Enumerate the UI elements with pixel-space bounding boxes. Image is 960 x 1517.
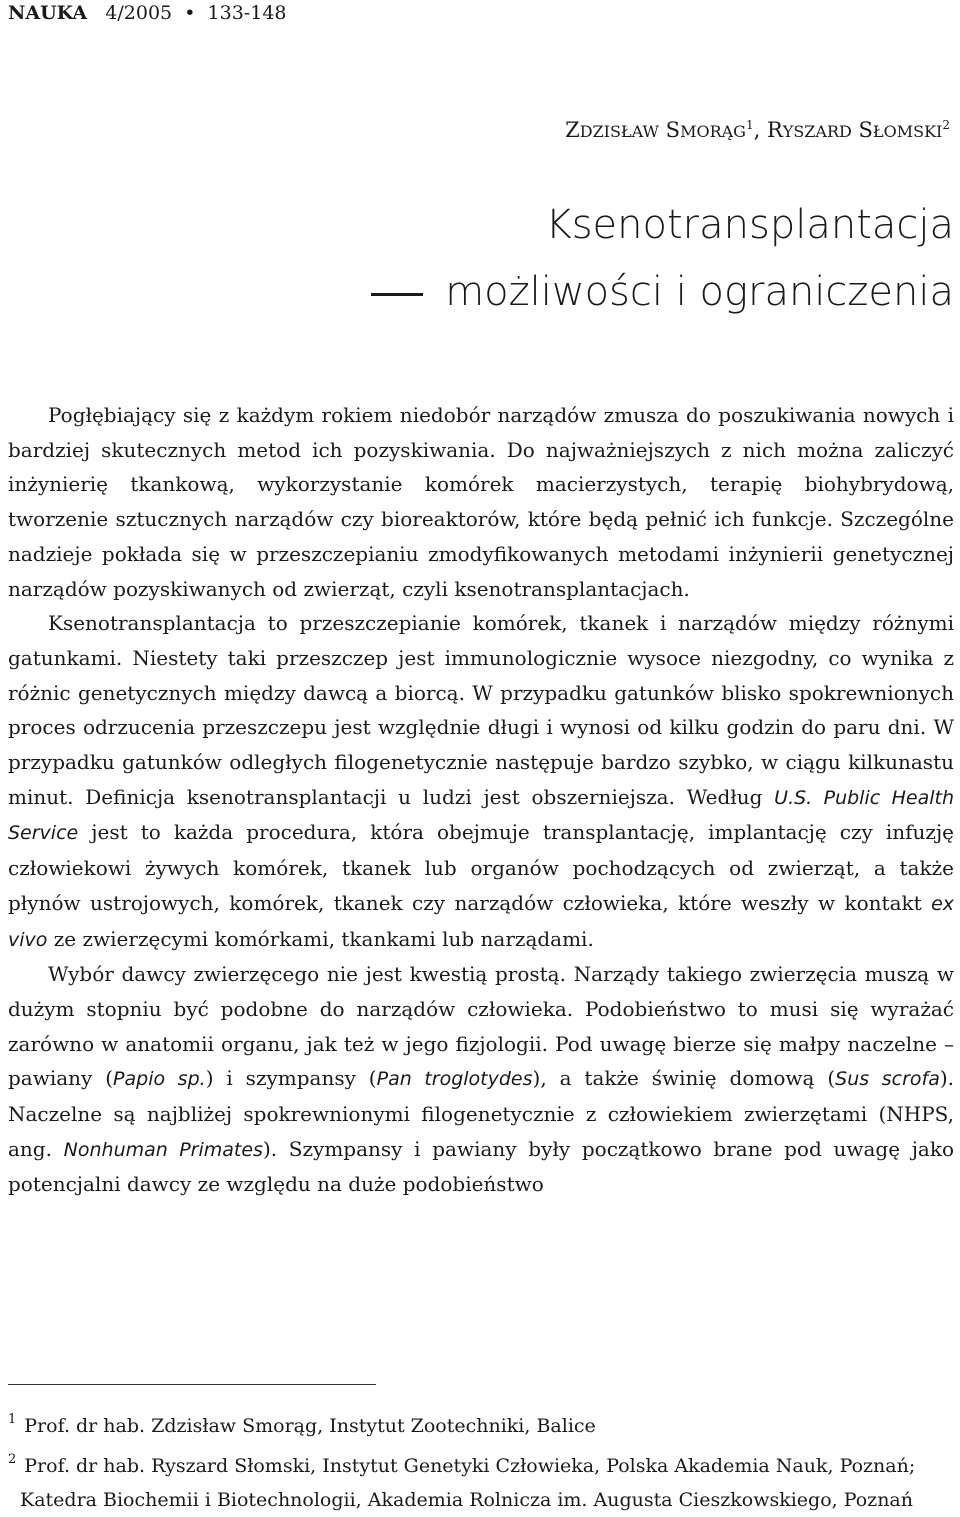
title-line-2: możliwości i ograniczenia [371, 259, 954, 326]
article-body [8, 398, 954, 1202]
text-run: Pogłębiający się z każdym rokiem niedobór narządów zmusza do poszukiwania nowych i bardziej skutecznych metod ich pozyskiwania. Do najważniejszych z nich można zaliczyć inżynierię tkankową, wykorzystanie komórek macierzystych, terapię biohybrydową, tworzenie sztucznych narządów czy bioreaktorów, które będą pełnić ich funkcje. Szczególne nadzieje pokłada się w przeszczepianiu zmodyfikowanych metodami inżynierii genetycznej narządów pozyskiwanych od zwierząt, czyli ksenotransplantacjach. [8, 403, 954, 601]
author-2: RYSZARD SŁOMSKI$^2$ [766, 118, 950, 142]
footnote-text: Prof. dr hab. Ryszard Słomski, Instytut Genetyki Człowieka, Polska Akademia Nauk, Poznań; [24, 1455, 916, 1477]
title-line-1: Ksenotransplantacja [545, 202, 954, 248]
header-bullet: • [184, 2, 196, 24]
text-run: ze zwierzęcymi komórkami, tkankami lub narządami. [47, 926, 594, 951]
footnote-line [8, 1483, 954, 1517]
italic-run: ex vivo [8, 892, 954, 951]
italic-run: U.S. Public Health Service [8, 786, 954, 845]
footnote-number: 2 [8, 1452, 17, 1467]
footnote-number: 1 [8, 1412, 17, 1427]
footnote-line [8, 1403, 954, 1443]
italic-run: Sus scrofa [835, 1068, 940, 1091]
page-range: 133-148 [207, 2, 287, 24]
text-run: ), a także świnię domową ( [532, 1066, 836, 1091]
author-1: ZDZISŁAW SMORĄG$^1$ [565, 118, 754, 142]
text-run: Ksenotransplantacja to przeszczepianie komórek, tkanek i narządów między różnymi gatunkami. Niestety taki przeszczep jest immunologicznie wysoce niezgodny, co wynika z różnic genetycznych między dawcą a biorcą. W przypadku gatunków blisko spokrewnionych proces odrzucenia przeszczepu jest względnie długi i wynosi od kilku godzin do paru dni. W przypadku gatunków odległych filogenetycznie następuje bardzo szybko, w ciągu kilkunastu minut. Definicja ksenotransplantacji u ludzi jest obszerniejsza. Według [8, 611, 954, 809]
footnote-line [8, 1443, 954, 1483]
italic-run: Pan troglotydes [376, 1068, 533, 1091]
italic-run: Nonhuman Primates [63, 1138, 263, 1161]
footnote-text: Prof. dr hab. Zdzisław Smorąg, Instytut Zootechniki, Balice [24, 1415, 596, 1437]
issue-number: 4/2005 [105, 2, 173, 24]
author-1-footnote-ref: 1 [745, 118, 754, 132]
text-run: ) i szympansy ( [205, 1066, 377, 1091]
footnote-rule [8, 1384, 376, 1385]
author-2-footnote-ref: 2 [942, 118, 950, 132]
text-run: ). Szympansy i pawiany były początkowo brane pod uwagę jako potencjalni dawcy ze względu na duże podobieństwo [8, 1136, 955, 1197]
text-run: jest to każda procedura, która obejmuje transplantację, implantację czy infuzję człowiekowi żywych komórek, tkanek lub organów pochodzących od zwierząt, a także płynów ustrojowych, komórek, tkanek czy narządów człowieka, które weszły w kontakt [8, 820, 954, 915]
paragraph [8, 398, 954, 606]
paragraph [8, 606, 954, 957]
footnote-text: Katedra Biochemii i Biotechnologii, Akademia Rolnicza im. Augusta Cieszkowskiego, Poznań [20, 1489, 913, 1511]
running-header [8, 2, 287, 24]
paragraph [8, 957, 954, 1202]
text-run: ). Naczelne są najbliżej spokrewnionymi filogenetycznie z człowiekiem zwierzętami (NHPS, ang. [8, 1066, 955, 1161]
title-dash [371, 293, 423, 296]
footnotes [8, 1403, 954, 1517]
authors-line: ZDZISŁAW SMORĄG$^1$, RYSZARD SŁOMSKI$^2$ [565, 118, 950, 142]
article-title [371, 192, 954, 326]
italic-run: Papio sp. [113, 1068, 206, 1091]
journal-name: NAUKA [8, 2, 88, 24]
text-run: Wybór dawcy zwierzęcego nie jest kwestią prostą. Narządy takiego zwierzęcia muszą w dużym stopniu być podobne do narządów człowieka. Podobieństwo to musi się wyrażać zarówno w anatomii organu, jak też w jego fizjologii. Pod uwagę bierze się małpy naczelne – pawiany ( [8, 962, 954, 1091]
